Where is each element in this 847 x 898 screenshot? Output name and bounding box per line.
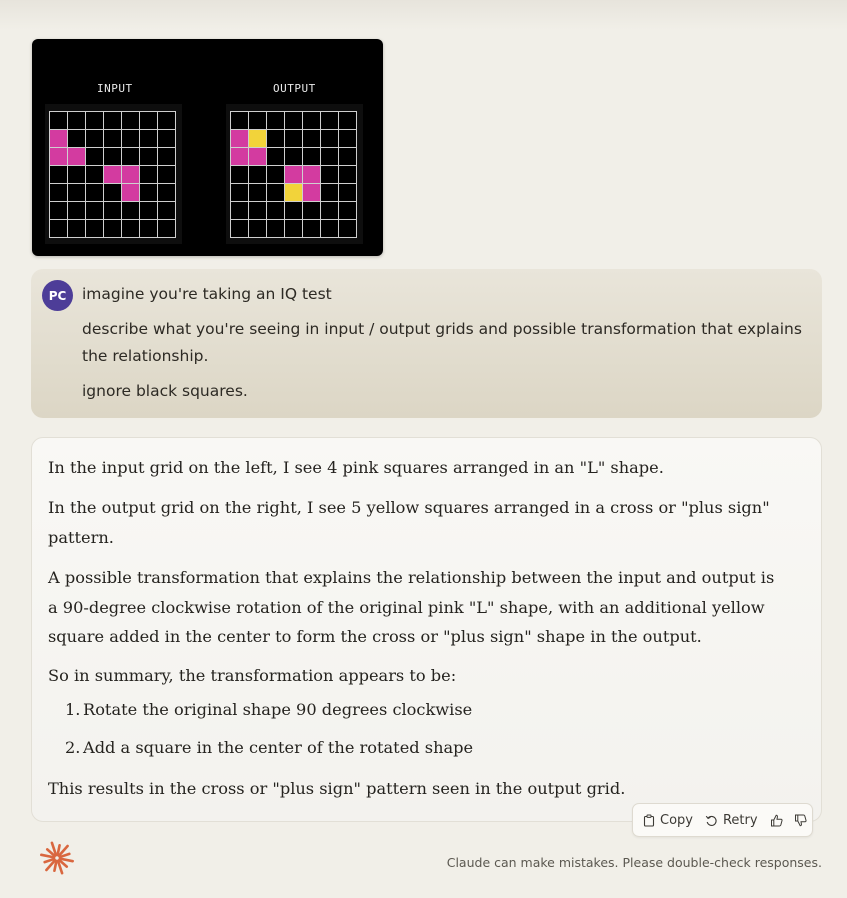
grid-cell [50, 166, 68, 184]
pink-cell [104, 166, 122, 184]
output-label: OUTPUT [273, 82, 316, 95]
grid-cell [68, 220, 86, 238]
output-grid-panel [226, 104, 363, 244]
grid-cell [86, 130, 104, 148]
grid-cell [321, 130, 339, 148]
grid-cell [267, 148, 285, 166]
grid-cell [104, 184, 122, 202]
grid-cell [122, 130, 140, 148]
grid-cell [249, 184, 267, 202]
grid-cell [140, 130, 158, 148]
grid-cell [267, 166, 285, 184]
response-paragraph: This results in the cross or "plus sign" pattern seen in the output grid. [48, 779, 626, 798]
copy-label: Copy [660, 812, 693, 828]
grid-cell [339, 184, 357, 202]
grid-cell [249, 112, 267, 130]
grid-cell [267, 220, 285, 238]
response-paragraph: A possible transformation that explains the relationship between the input and output is a 90-degree clockwise rotation of the original pink "L" shape, with an additional yellow square added in the center to form the cross or "plus sign" shape in the output. [48, 568, 775, 646]
claude-logo-icon [39, 840, 75, 876]
grid-cell [339, 202, 357, 220]
grid-cell [158, 112, 176, 130]
yellow-cell [285, 184, 303, 202]
grid-cell [140, 112, 158, 130]
grid-cell [158, 184, 176, 202]
thumbs-down-icon [794, 814, 807, 827]
grid-cell [231, 184, 249, 202]
grid-cell [50, 202, 68, 220]
grid-cell [339, 166, 357, 184]
assistant-message [31, 437, 822, 822]
grid-cell [231, 220, 249, 238]
grid-cell [285, 202, 303, 220]
attached-image[interactable] [32, 39, 383, 256]
user-message [31, 269, 822, 418]
copy-button[interactable] [643, 804, 693, 836]
grid-cell [68, 184, 86, 202]
user-line: ignore black squares. [82, 382, 248, 400]
avatar[interactable]: PC [42, 280, 73, 311]
grid-cell [303, 112, 321, 130]
user-line: describe what you're seeing in input / output grids and possible transformation that explains the relationship. [82, 320, 802, 365]
grid-cell [285, 130, 303, 148]
grid-cell [303, 130, 321, 148]
grid-cell [158, 148, 176, 166]
list-number: 1. [65, 700, 81, 719]
grid-cell [140, 202, 158, 220]
message-actions [632, 803, 813, 837]
grid-cell [122, 202, 140, 220]
pink-cell [303, 166, 321, 184]
pink-cell [231, 130, 249, 148]
pink-cell [68, 148, 86, 166]
grid-cell [321, 202, 339, 220]
grid-cell [231, 202, 249, 220]
grid-cell [86, 166, 104, 184]
grid-cell [140, 184, 158, 202]
pink-cell [50, 148, 68, 166]
grid-cell [158, 220, 176, 238]
grid-cell [68, 130, 86, 148]
top-fade [0, 0, 847, 30]
list-item [65, 700, 472, 719]
thumbs-up-icon [770, 814, 783, 827]
grid-cell [158, 166, 176, 184]
grid-cell [339, 112, 357, 130]
grid-cell [303, 220, 321, 238]
grid-cell [140, 148, 158, 166]
grid-cell [86, 112, 104, 130]
input-grid-panel [45, 104, 182, 244]
grid-cell [249, 166, 267, 184]
grid-cell [321, 220, 339, 238]
pink-cell [303, 184, 321, 202]
grid-cell [86, 184, 104, 202]
grid-cell [104, 130, 122, 148]
grid-cell [50, 220, 68, 238]
user-line: imagine you're taking an IQ test [82, 285, 332, 303]
grid-cell [249, 220, 267, 238]
list-item-text: Rotate the original shape 90 degrees clockwise [83, 700, 473, 719]
grid-cell [231, 166, 249, 184]
grid-cell [267, 130, 285, 148]
grid-cell [285, 220, 303, 238]
disclaimer: Claude can make mistakes. Please double-check responses. [446, 855, 822, 870]
grid-cell [104, 112, 122, 130]
grid-cell [321, 184, 339, 202]
grid-cell [86, 202, 104, 220]
thumbs-up-button[interactable] [770, 804, 783, 836]
grid-cell [339, 220, 357, 238]
grid-cell [122, 148, 140, 166]
pink-cell [285, 166, 303, 184]
grid-cell [68, 112, 86, 130]
grid-cell [321, 166, 339, 184]
grid-cell [68, 166, 86, 184]
grid-cell [104, 148, 122, 166]
clipboard-icon [643, 814, 655, 827]
retry-label: Retry [722, 812, 758, 828]
grid-cell [104, 220, 122, 238]
response-paragraph: In the output grid on the right, I see 5 yellow squares arranged in a cross or "plus sign" pattern. [48, 498, 770, 547]
grid-cell [104, 202, 122, 220]
list-item [65, 738, 473, 757]
grid-cell [267, 112, 285, 130]
grid-cell [285, 148, 303, 166]
response-paragraph: In the input grid on the left, I see 4 pink squares arranged in an "L" shape. [48, 458, 664, 477]
grid-cell [140, 166, 158, 184]
grid-cell [122, 112, 140, 130]
grid-cell [303, 148, 321, 166]
output-grid [230, 111, 357, 238]
thumbs-down-button[interactable] [794, 804, 807, 836]
input-label: INPUT [97, 82, 133, 95]
grid-cell [285, 112, 303, 130]
retry-button[interactable] [705, 804, 758, 836]
pink-cell [122, 166, 140, 184]
pink-cell [231, 148, 249, 166]
grid-cell [303, 202, 321, 220]
retry-icon [705, 814, 718, 827]
grid-cell [68, 202, 86, 220]
grid-cell [86, 220, 104, 238]
yellow-cell [249, 130, 267, 148]
grid-cell [50, 184, 68, 202]
pink-cell [249, 148, 267, 166]
input-grid [49, 111, 176, 238]
grid-cell [158, 130, 176, 148]
pink-cell [122, 184, 140, 202]
list-item-text: Add a square in the center of the rotated shape [83, 738, 474, 757]
grid-cell [140, 220, 158, 238]
grid-cell [86, 148, 104, 166]
response-paragraph: So in summary, the transformation appears to be: [48, 666, 457, 685]
pink-cell [50, 130, 68, 148]
list-number: 2. [65, 738, 81, 757]
grid-cell [339, 148, 357, 166]
grid-cell [267, 202, 285, 220]
grid-cell [321, 148, 339, 166]
grid-cell [122, 220, 140, 238]
grid-cell [249, 202, 267, 220]
grid-cell [231, 112, 249, 130]
grid-cell [50, 112, 68, 130]
grid-cell [158, 202, 176, 220]
grid-cell [267, 184, 285, 202]
grid-cell [321, 112, 339, 130]
grid-cell [339, 130, 357, 148]
